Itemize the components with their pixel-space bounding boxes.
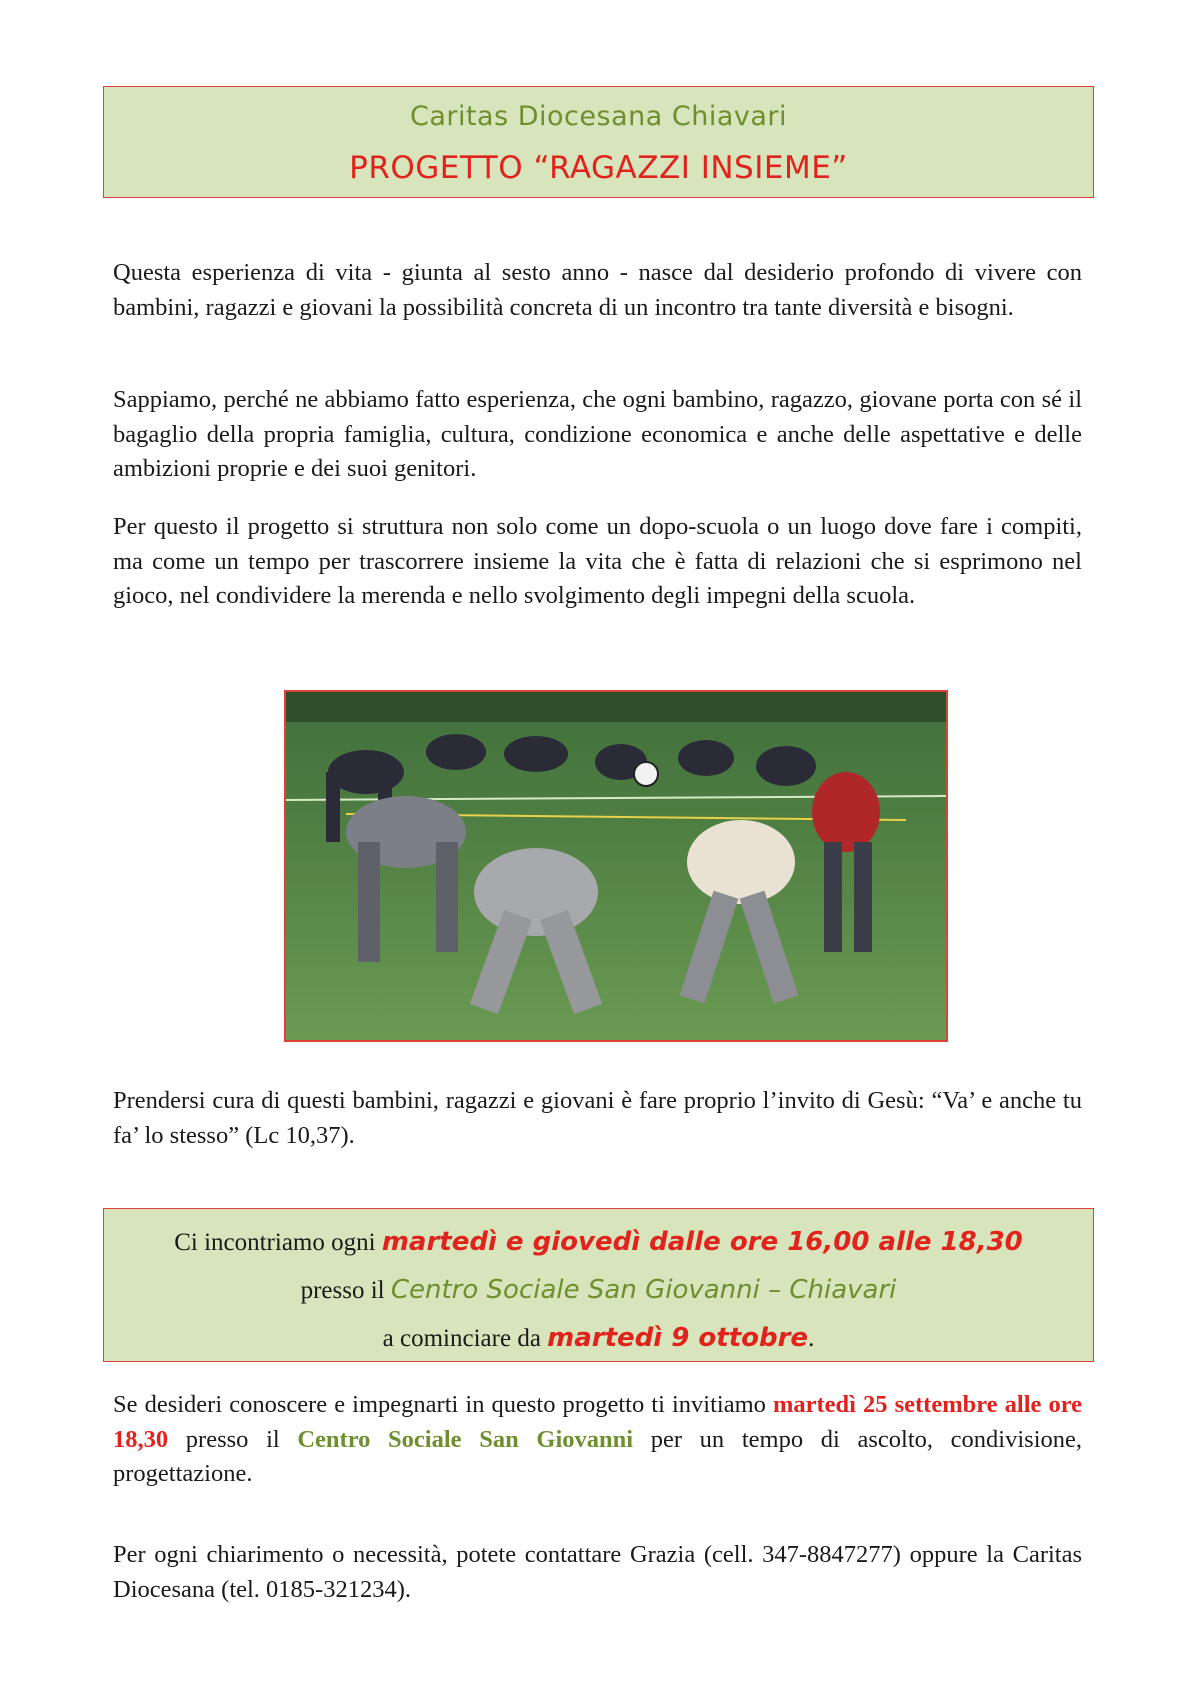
meeting-date: martedì 25 settembre alle ore 18,30 (113, 1391, 1083, 1453)
header-box (103, 86, 1094, 198)
project-title: PROGETTO “RAGAZZI INSIEME” (349, 150, 848, 186)
paragraph-experience: Sappiamo, perché ne abbiamo fatto esperienza, che ogni bambino, ragazzo, giovane porta con sé il bagaglio della propria famiglia, cultura, condizione economica e anche delle aspettative e delle ambizioni proprie e dei suoi genitori. (113, 386, 1082, 482)
schedule-location: Centro Sociale San Giovanni – Chiavari (390, 1275, 897, 1305)
paragraph-contact: Per ogni chiarimento o necessità, potete contattare Grazia (cell. 347-8847277) oppure la Caritas Diocesana (tel. 0185-321234). (113, 1541, 1082, 1603)
schedule-line-location: presso il Centro Sociale San Giovanni – Chiavari (300, 1275, 897, 1305)
paragraph-structure: Per questo il progetto si struttura non solo come un dopo-scuola o un luogo dove fare i compiti, ma come un tempo per trascorrere insieme la vita che è fatta di relazioni che si esprimono nel gioco, nel condividere la merenda e nello svolgimento degli impegni della scuola. (113, 513, 1082, 609)
schedule-line-days: Ci incontriamo ogni martedì e giovedì dalle ore 16,00 alle 18,30 (174, 1227, 1023, 1257)
paragraph-intro: Questa esperienza di vita - giunta al sesto anno - nasce dal desiderio profondo di vivere con bambini, ragazzi e giovani la possibilità concreta di un incontro tra tante diversità e bisogni. (113, 259, 1082, 321)
paragraph-invitation-gospel: Prendersi cura di questi bambini, ragazzi e giovani è fare proprio l’invito di Gesù: “Va’ e anche tu fa’ lo stesso” (Lc 10,37). (113, 1087, 1082, 1149)
schedule-start-date: martedì 9 ottobre (547, 1323, 809, 1353)
paragraph-meeting-invite: Se desideri conoscere e impegnarti in questo progetto ti invitiamo martedì 25 settembre alle ore 18,30 presso il Centro Sociale San Giovanni per un tempo di ascolto, condivisione, progettazione. (113, 1391, 1083, 1487)
children-playing-photo (284, 690, 948, 1042)
schedule-line-start: a cominciare da martedì 9 ottobre. (382, 1323, 815, 1353)
organization-name: Caritas Diocesana Chiavari (409, 101, 788, 132)
schedule-days-times: martedì e giovedì dalle ore 16,00 alle 18,30 (381, 1227, 1023, 1257)
ball (634, 762, 658, 786)
meeting-place: Centro Sociale San Giovanni (297, 1425, 634, 1453)
schedule-box (103, 1208, 1094, 1362)
